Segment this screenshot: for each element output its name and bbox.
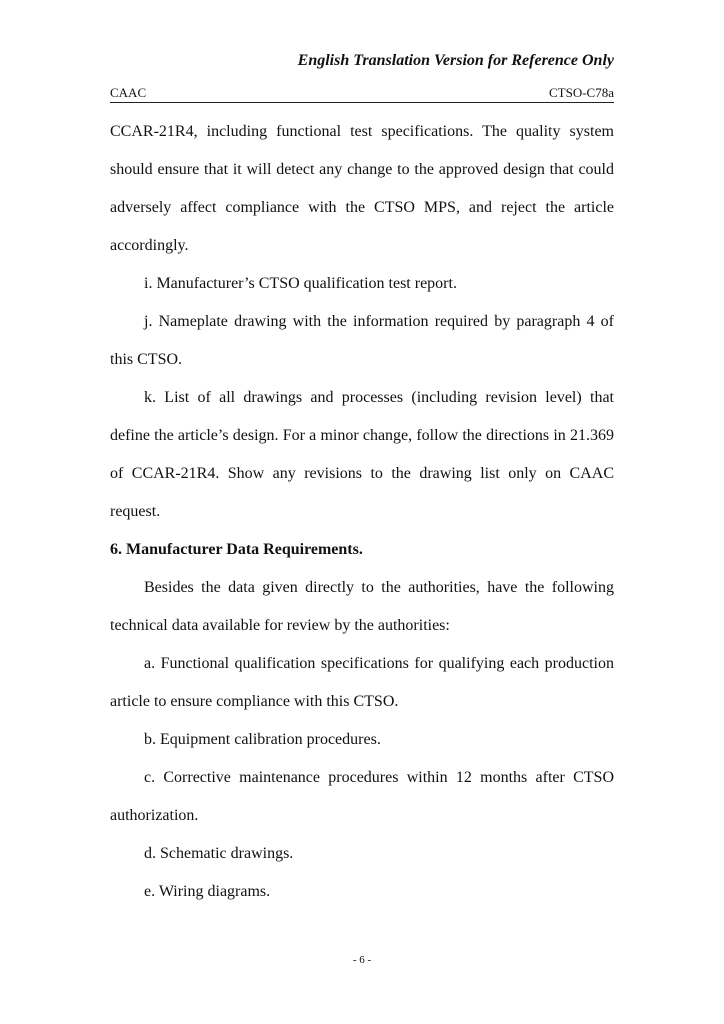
running-header: [110, 86, 614, 103]
section-heading: 6. Manufacturer Data Requirements.: [110, 541, 363, 558]
list-item-c: c. Corrective maintenance procedures within 12 months after CTSO authorization.: [110, 769, 614, 824]
translation-banner: English Translation Version for Reference Only: [297, 52, 614, 69]
page-number: - 6 -: [352, 954, 372, 966]
list-item-e: e. Wiring diagrams.: [144, 883, 271, 900]
list-item-i: i. Manufacturer’s CTSO qualification test report.: [144, 275, 457, 292]
section-intro: Besides the data given directly to the authorities, have the following technical data available for review by the authorities:: [110, 579, 614, 634]
document-body: [110, 113, 614, 911]
paragraph-continuation: CCAR-21R4, including functional test specifications. The quality system should ensure that it will detect any change to the approved design that could adversely affect compliance with the CTSO MPS, and reject the article accordingly.: [110, 123, 614, 254]
list-item-k: k. List of all drawings and processes (including revision level) that define the article’s design. For a minor change, follow the directions in 21.369 of CCAR-21R4. Show any revisions to the drawing list only on CAAC request.: [110, 389, 614, 520]
header-organization: CAAC: [110, 85, 147, 100]
list-item-b: b. Equipment calibration procedures.: [144, 731, 381, 748]
list-item-d: d. Schematic drawings.: [144, 845, 294, 862]
header-document-id: CTSO-C78a: [549, 85, 614, 100]
list-item-j: j. Nameplate drawing with the information required by paragraph 4 of this CTSO.: [110, 313, 614, 368]
list-item-a: a. Functional qualification specifications for qualifying each production article to ensure compliance with this CTSO.: [110, 655, 614, 710]
